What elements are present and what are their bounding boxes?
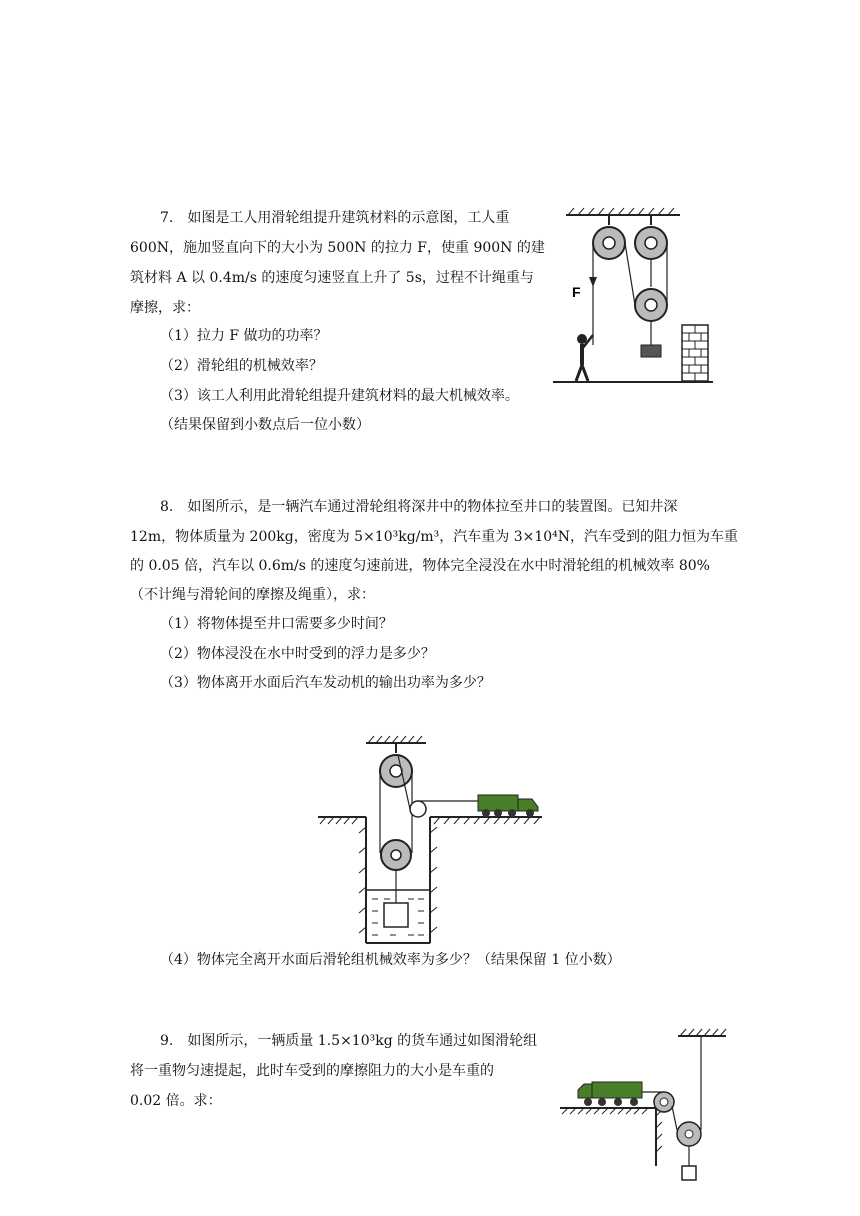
q9-line-1: 9. 如图所示，一辆质量 1.5×10³kg 的货车通过如图滑轮组 [160, 1033, 538, 1049]
q9-truck-pulley-figure [556, 1026, 736, 1186]
q8-line-2: 12m，物体质量为 200kg，密度为 5×10³kg/m³，汽车重为 3×10⁴N，汽车受到的阻力恒为车重 [130, 529, 739, 545]
q8-subq-2: （2）物体浸没在水中时受到的浮力是多少？ [160, 646, 435, 662]
q8-line-3: 的 0.05 倍，汽车以 0.6m/s 的速度匀速前进，物体完全浸没在水中时滑轮组的机械效率 80% [130, 558, 710, 574]
q7-pulley-figure [548, 205, 718, 390]
q7-subq-3: （3）该工人利用此滑轮组提升建筑材料的最大机械效率。 [160, 388, 519, 404]
q7-line-2: 600N，施加竖直向下的大小为 500N 的拉力 F，使重 900N 的建 [130, 240, 545, 256]
q7-subq-1: （1）拉力 F 做功的功率？ [160, 328, 328, 344]
q8-well-figure [314, 733, 546, 949]
q8-line-4: （不计绳与滑轮间的摩擦及绳重），求： [130, 587, 375, 603]
q8-subq-1: （1）将物体提至井口需要多少时间？ [160, 616, 393, 632]
q7-line-3: 筑材料 A 以 0.4m/s 的速度匀速竖直上升了 5s，过程不计绳重与 [130, 270, 534, 286]
q7-note: （结果保留到小数点后一位小数） [160, 417, 370, 433]
q7-line-1: 7. 如图是工人用滑轮组提升建筑材料的示意图，工人重 [160, 210, 510, 226]
q9-line-2: 将一重物匀速提起，此时车受到的摩擦阻力的大小是车重的 [130, 1063, 494, 1079]
q9-line-3: 0.02 倍。求： [130, 1093, 222, 1109]
force-label-F: F [572, 284, 581, 300]
q8-subq-3: （3）物体离开水面后汽车发动机的输出功率为多少？ [160, 675, 491, 691]
q8-line-1: 8. 如图所示，是一辆汽车通过滑轮组将深井中的物体拉至井口的装置图。已知井深 [160, 499, 678, 515]
q7-line-4: 摩擦，求： [130, 300, 200, 316]
q8-subq-4: （4）物体完全离开水面后滑轮组机械效率为多少？（结果保留 1 位小数） [160, 952, 621, 968]
q7-subq-2: （2）滑轮组的机械效率？ [160, 358, 323, 374]
